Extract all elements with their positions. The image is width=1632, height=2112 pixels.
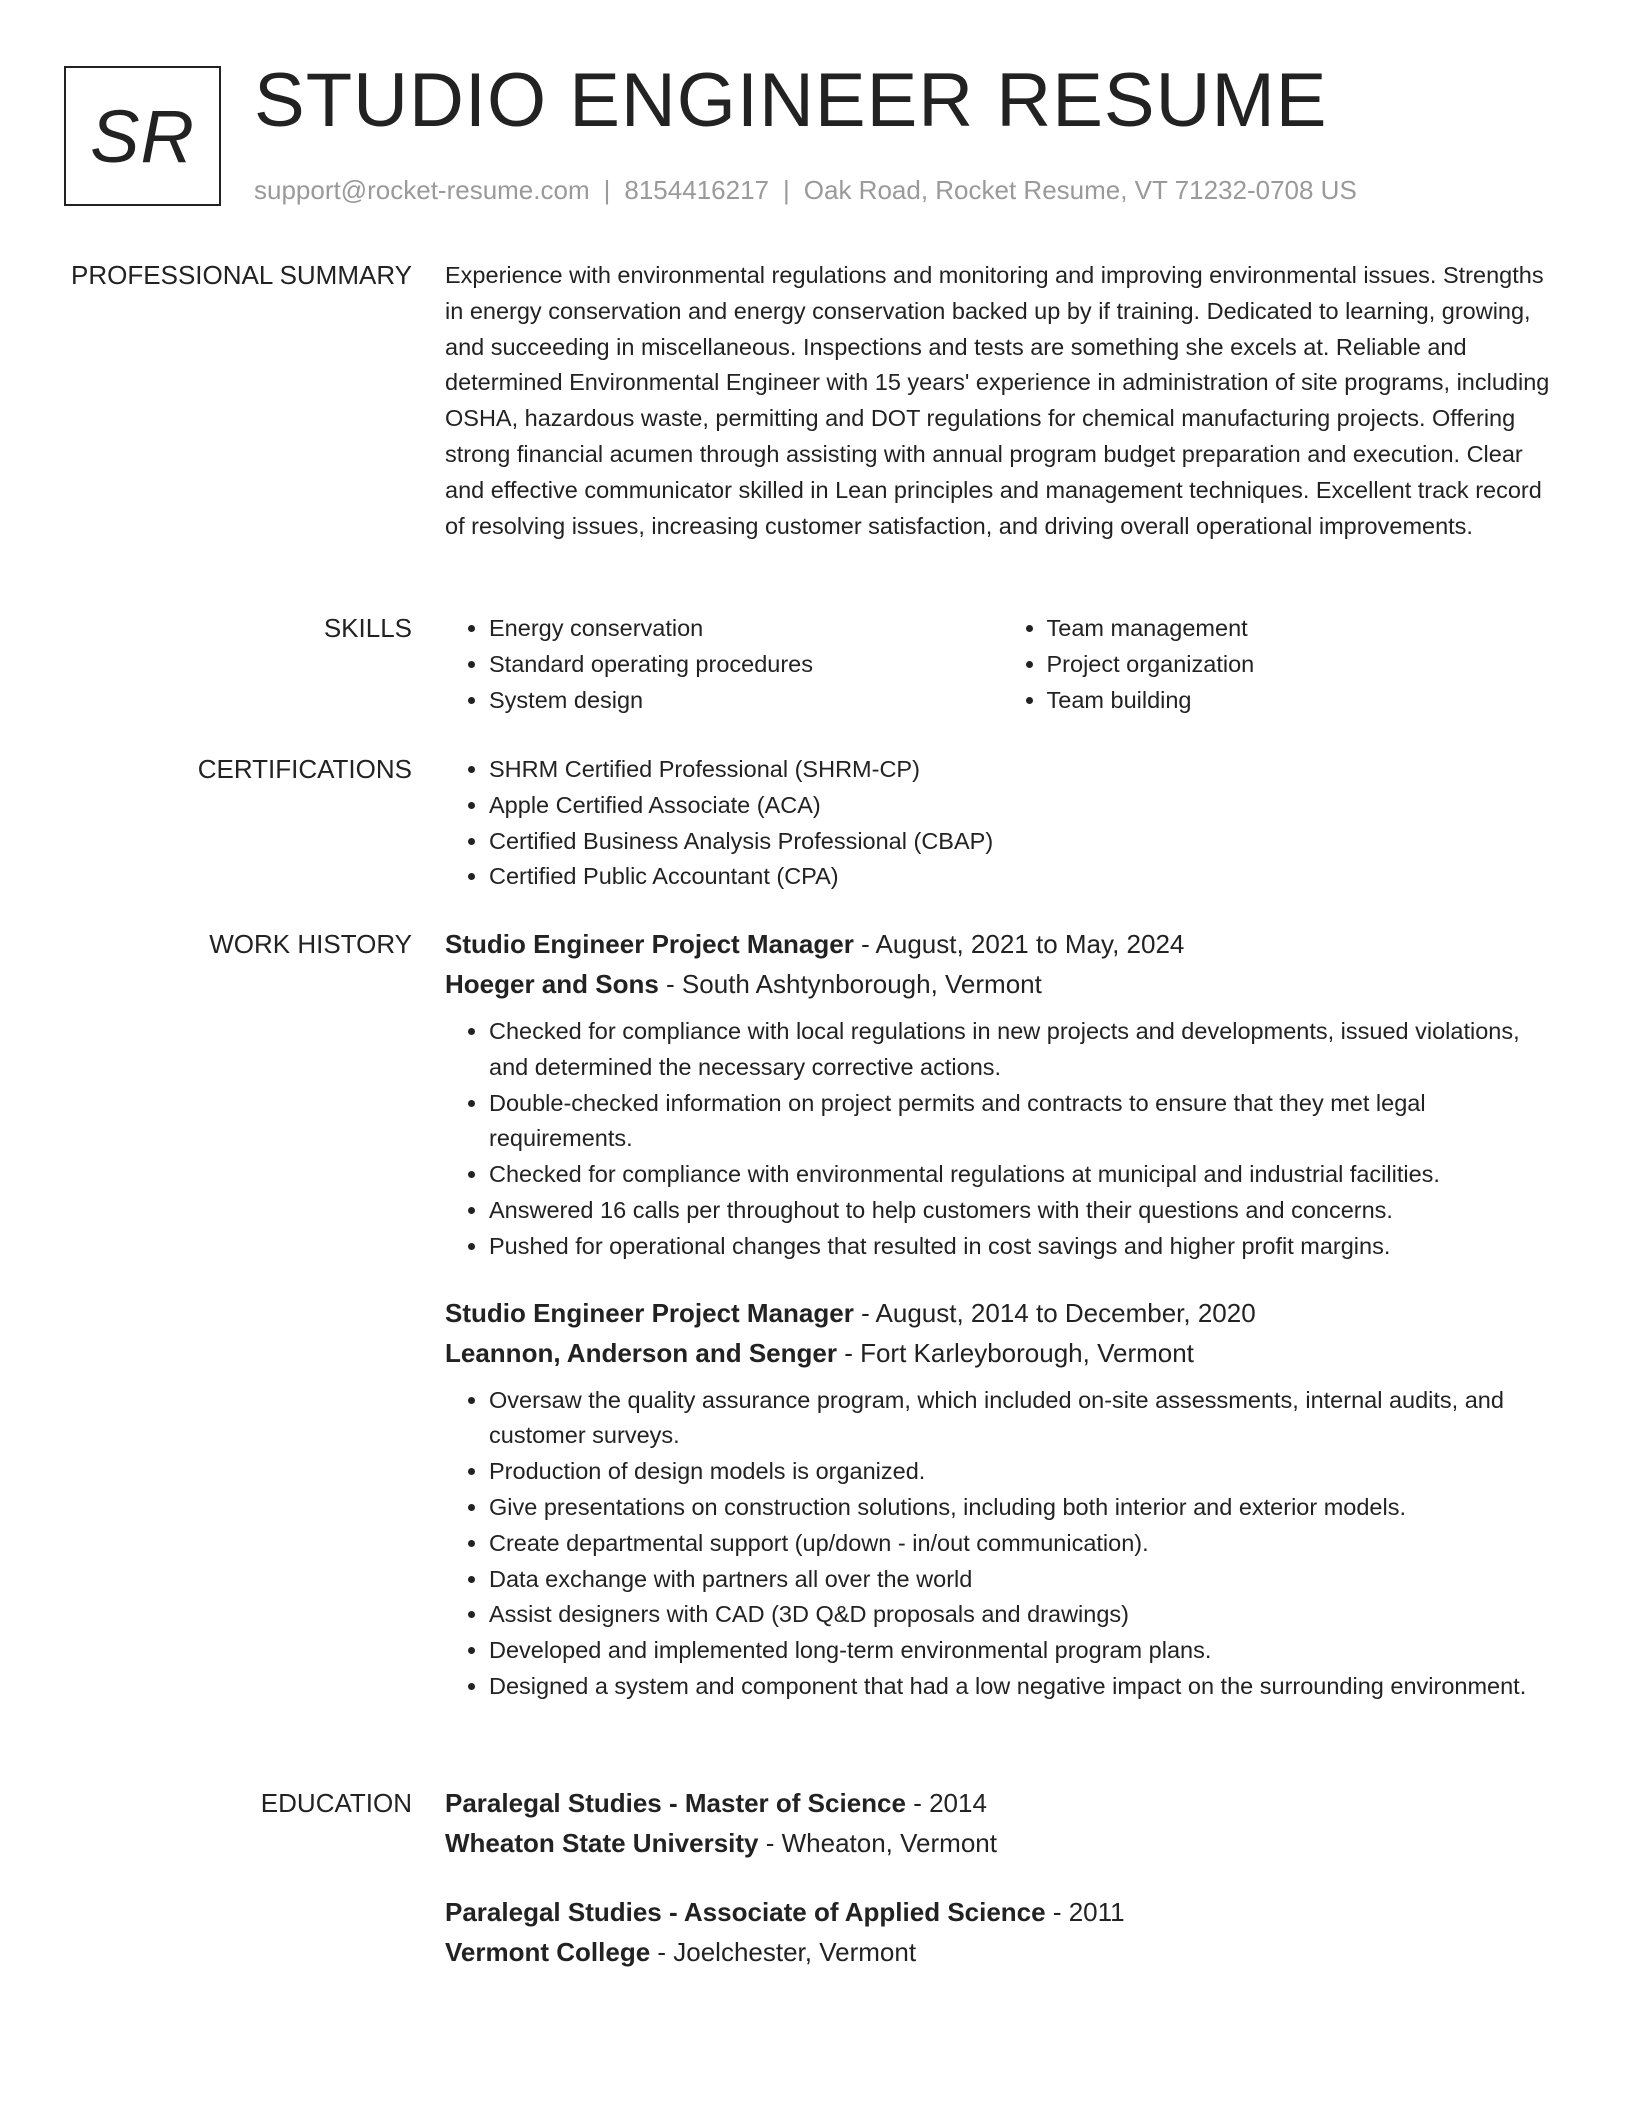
skills-list: [445, 611, 1560, 718]
certification-item: • Certified Business Analysis Professional (CBAP): [489, 824, 1560, 860]
contact-phone[interactable]: 8154416217: [624, 175, 769, 205]
contact-separator: |: [603, 175, 611, 205]
education-entry: [445, 1892, 1560, 1972]
job-title: Studio Engineer Project Manager: [445, 929, 854, 959]
contact-address: Oak Road, Rocket Resume, VT 71232-0708 US: [803, 175, 1357, 205]
education-school: Vermont College: [445, 1937, 651, 1967]
education-entry: [445, 1783, 1560, 1863]
job-bullet: • Data exchange with partners all over the world: [489, 1562, 1560, 1598]
job-title-line: [445, 924, 1560, 964]
job-company: Hoeger and Sons: [445, 969, 659, 999]
skill-item: • Team building: [1047, 683, 1561, 719]
certifications-list: [445, 752, 1560, 895]
skill-item: • System design: [489, 683, 1003, 719]
job-bullet: • Double-checked information on project permits and contracts to ensure that they met legal requirements.: [489, 1086, 1560, 1158]
contact-line: [254, 175, 1357, 205]
certification-item: • Certified Public Accountant (CPA): [489, 859, 1560, 895]
skill-item: • Team management: [1047, 611, 1561, 647]
education-degree-line: [445, 1892, 1560, 1932]
education-degree: Paralegal Studies - Associate of Applied Science: [445, 1897, 1046, 1927]
contact-separator: |: [783, 175, 790, 205]
certification-item: • SHRM Certified Professional (SHRM-CP): [489, 752, 1560, 788]
job-bullet: • Give presentations on construction solutions, including both interior and exterior models.: [489, 1490, 1560, 1526]
work-history-body: [445, 924, 1560, 1705]
education-school: Wheaton State University: [445, 1828, 759, 1858]
skills-column-right: [1003, 611, 1561, 718]
job-bullet: • Checked for compliance with environmental regulations at municipal and industrial facilities.: [489, 1157, 1560, 1193]
certification-item: • Apple Certified Associate (ACA): [489, 788, 1560, 824]
job-bullet: • Oversaw the quality assurance program, which included on-site assessments, internal audits, and customer surveys.: [489, 1383, 1560, 1455]
education-degree: Paralegal Studies - Master of Science: [445, 1788, 906, 1818]
job-title: Studio Engineer Project Manager: [445, 1297, 854, 1328]
job-dates: - August, 2021 to May, 2024: [853, 929, 1185, 959]
contact-email[interactable]: support@rocket-resume.com: [254, 175, 590, 205]
page-title: STUDIO ENGINEER RESUME: [254, 58, 1328, 143]
job-dates: - August, 2014 to December, 2020: [853, 1297, 1256, 1328]
education-year: - 2011: [1045, 1897, 1125, 1927]
job-bullet: • Developed and implemented long-term environmental program plans.: [489, 1633, 1560, 1669]
job-bullet: • Assist designers with CAD (3D Q&D proposals and drawings): [489, 1597, 1560, 1633]
skill-item: • Standard operating procedures: [489, 647, 1003, 683]
job-bullet: • Answered 16 calls per throughout to help customers with their questions and concerns.: [489, 1193, 1560, 1229]
job-title-line: [445, 1293, 1560, 1333]
section-heading-education: EDUCATION: [260, 1788, 412, 1818]
summary-body: [445, 258, 1560, 544]
skill-item: • Energy conservation: [489, 611, 1003, 647]
education-degree-line: [445, 1783, 1560, 1823]
summary-text: Experience with environmental regulations and monitoring and improving environmental issues. Strengths in energy conservation and energy conservation backed up by if training. Dedicated to learning, growing, and succeeding in miscellaneous. Inspections and tests are something she excels at. Reliable and determined Environmental Engineer with 15 years' experience in administration of site programs, including OSHA, hazardous waste, permitting and DOT regulations for chemical manufacturing projects. Offering strong financial acumen through assisting with annual program budget preparation and execution. Clear and effective communicator skilled in Lean principles and management techniques. Excellent track record of resolving issues, increasing customer satisfaction, and driving overall operational improvements.: [445, 262, 1550, 539]
education-year: - 2014: [905, 1788, 987, 1818]
job-bullet: • Designed a system and component that had a low negative impact on the surrounding environment.: [489, 1669, 1560, 1705]
skill-item: • Project organization: [1047, 647, 1561, 683]
job-location: - Fort Karleyborough, Vermont: [836, 1337, 1194, 1368]
job-bullet: • Production of design models is organized.: [489, 1454, 1560, 1490]
job-entry: [445, 924, 1560, 1265]
job-bullet: • Checked for compliance with local regulations in new projects and developments, issued violations, and determined the necessary corrective actions.: [489, 1014, 1560, 1086]
job-bullet: • Create departmental support (up/down - in/out communication).: [489, 1526, 1560, 1562]
section-heading-skills: SKILLS: [323, 613, 412, 643]
skills-column-left: [445, 611, 1003, 718]
education-location: - Joelchester, Vermont: [650, 1937, 917, 1967]
education-body: [445, 1783, 1560, 1972]
monogram-logo: SR: [64, 66, 221, 206]
job-entry: [445, 1293, 1560, 1705]
education-school-line: [445, 1932, 1560, 1972]
job-location: - South Ashtynborough, Vermont: [658, 969, 1042, 999]
section-heading-work-history: WORK HISTORY: [209, 929, 412, 959]
section-heading-summary: PROFESSIONAL SUMMARY: [71, 260, 412, 290]
job-company-line: [445, 1333, 1560, 1373]
job-company: Leannon, Anderson and Senger: [445, 1337, 837, 1368]
education-location: - Wheaton, Vermont: [758, 1828, 997, 1858]
job-company-line: [445, 964, 1560, 1004]
section-heading-certifications: CERTIFICATIONS: [197, 754, 412, 784]
job-bullet: • Pushed for operational changes that resulted in cost savings and higher profit margins.: [489, 1229, 1560, 1265]
education-school-line: [445, 1823, 1560, 1863]
